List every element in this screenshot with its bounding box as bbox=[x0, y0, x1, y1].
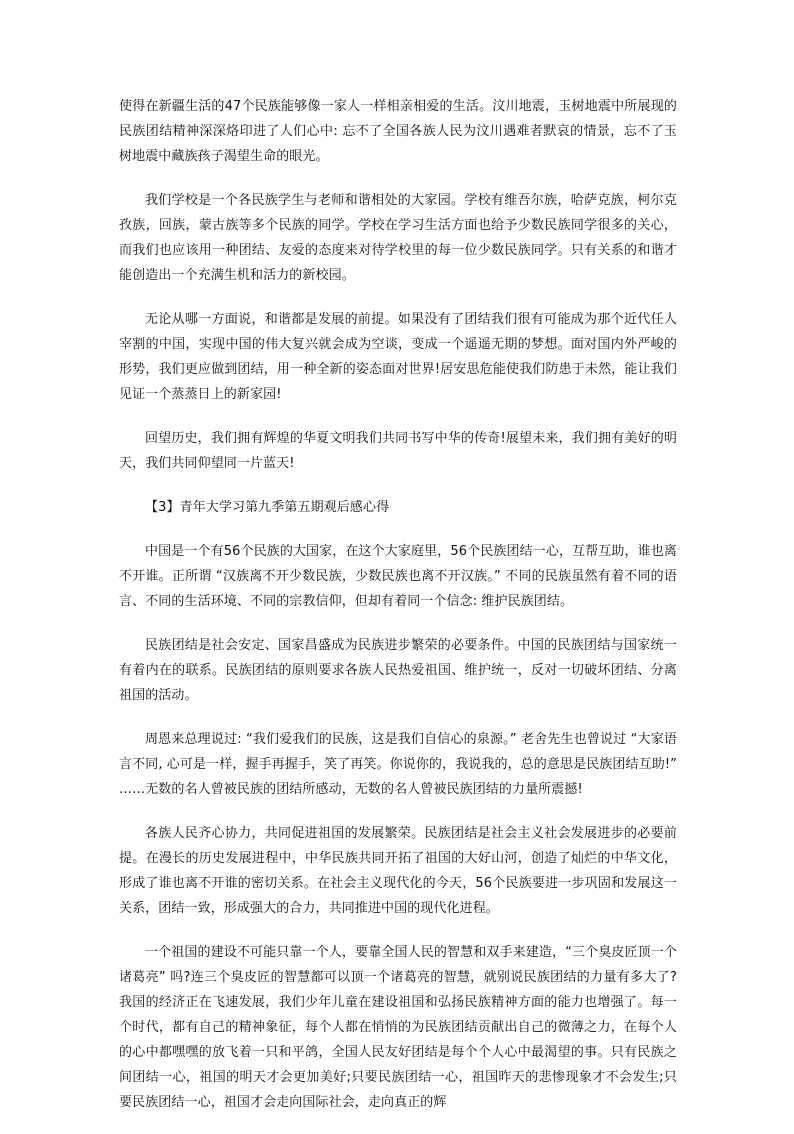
section-paragraph-3: 周恩来总理说过: “我们爱我们的民族，这是我们自信心的泉源。” 老舍先生也曾说过 “大家语言不同, 心可是一样，握手再握手，笑了再笑。你说你的，我说我的，总的意思是民族团结互助!” ……无数的名人曾被民族的团结所感动，无数的名人曾被民族团结的力量所震撼! bbox=[119, 732, 677, 797]
section-paragraph-2: 民族团结是社会安定、国家昌盛成为民族进步繁荣的必要条件。中国的民族团结与国家统一有着内在的联系。民族团结的原则要求各族人民热爱祖国、维护统一，反对一切破坏团结、分离祖国的活动。 bbox=[119, 638, 677, 703]
section-heading: 【3】青年大学习第九季第五期观后感心得 bbox=[145, 500, 390, 515]
section-paragraph-1: 中国是一个有56个民族的大国家，在这个大家庭里，56个民族团结一心，互帮互助，谁也离不开谁。正所谓 “汉族离不开少数民族，少数民族也离不开汉族。” 不同的民族虽然有着不同的语言、不同的生活环境、不同的宗教信仰，但却有着同一个信念: 维护民族团结。 bbox=[119, 544, 677, 609]
intro-paragraph-3: 无论从哪一方面说，和谐都是发展的前提。如果没有了团结我们很有可能成为那个近代任人宰割的中国，实现中国的伟大复兴就会成为空谈，变成一个遥遥无期的梦想。面对国内外严峻的形势，我们更应做到团结，用一种全新的姿态面对世界!居安思危能使我们防患于未然，能让我们见证一个蒸蒸日上的新家园! bbox=[119, 312, 677, 402]
document-page bbox=[119, 94, 677, 1134]
section-paragraph-5: 一个祖国的建设不可能只靠一个人，要靠全国人民的智慧和双手来建造，“三个臭皮匠顶一个诸葛亮” 吗?连三个臭皮匠的智慧都可以顶一个诸葛亮的智慧，就别说民族团结的力量有多大了?我国的经济正在飞速发展，我们少年儿童在建设祖国和弘扬民族精神方面的能力也增强了。每一个时代，都有自己的精神象征，每个人都在悄悄的为民族团结贡献出自己的微薄之力，在每个人的心中都嘿嘿的放飞着一只和平鸽，全国人民友好团结是每个个人心中最渴望的事。只有民族之间团结一心，祖国的明天才会更加美好;只要民族团结一心，祖国昨天的悲惨现象才不会发生;只要民族团结一心，祖国才会走向国际社会，走向真正的辉 bbox=[119, 945, 677, 1110]
section-paragraph-4: 各族人民齐心协力，共同促进祖国的发展繁荣。民族团结是社会主义社会发展进步的必要前提。在漫长的历史发展进程中，中华民族共同开拓了祖国的大好山河，创造了灿烂的中华文化，形成了谁也离不开谁的密切关系。在社会主义现代化的今天，56个民族要进一步巩固和发展这一关系，团结一致，形成强大的合力，共同推进中国的现代化进程。 bbox=[119, 826, 677, 916]
intro-paragraph-1: 使得在新疆生活的47个民族能够像一家人一样相亲相爱的生活。汶川地震，玉树地震中所展现的民族团结精神深深烙印进了人们心中: 忘不了全国各族人民为汶川遇难者默哀的情景，忘不了玉树地震中藏族孩子渴望生命的眼光。 bbox=[119, 99, 677, 164]
intro-paragraph-4: 回望历史，我们拥有辉煌的华夏文明我们共同书写中华的传奇!展望未来，我们拥有美好的明天，我们共同仰望同一片蓝天! bbox=[119, 431, 677, 471]
intro-paragraph-2: 我们学校是一个各民族学生与老师和谐相处的大家园。学校有维吾尔族，哈萨克族，柯尔克孜族，回族，蒙古族等多个民族的同学。学校在学习生活方面也给予少数民族同学很多的关心，而我们也应该用一种团结、友爱的态度来对待学校里的每一位少数民族同学。只有关系的和谐才能创造出一个充满生机和活力的新校园。 bbox=[119, 193, 677, 283]
